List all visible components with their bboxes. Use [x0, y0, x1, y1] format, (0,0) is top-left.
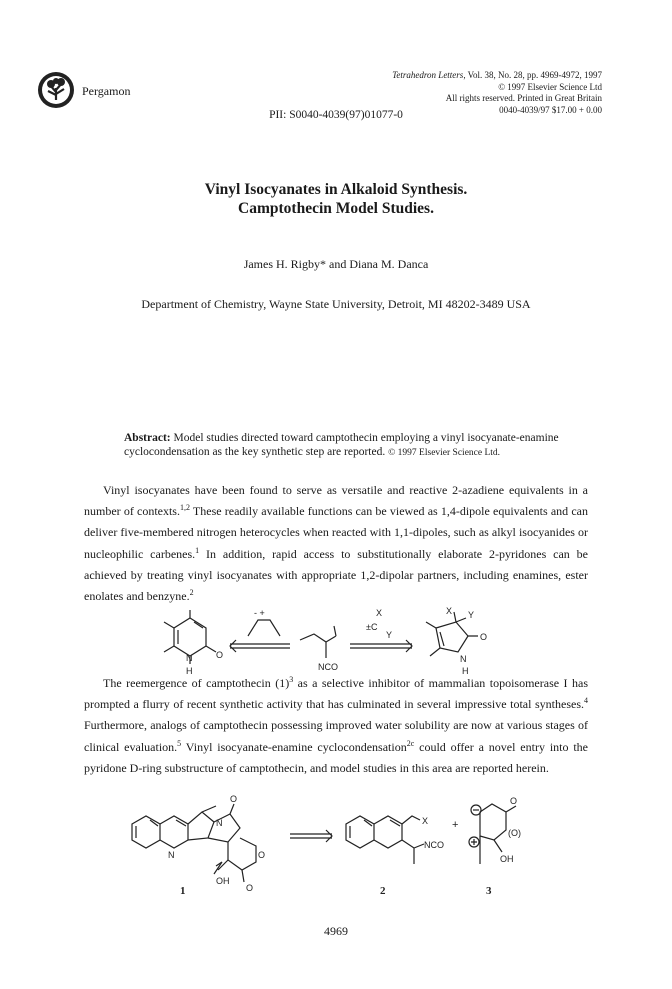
h-left-label: H — [186, 666, 193, 676]
price-line: 0040-4039/97 $17.00 + 0.00 — [499, 104, 602, 115]
oh2-label: OH — [500, 854, 514, 864]
compound-3-structure — [469, 796, 521, 864]
elsevier-tree-logo-icon — [36, 70, 76, 110]
abstract-label: Abstract: — [124, 432, 171, 444]
camptothecin-structure — [132, 794, 265, 893]
p2-text-a: The reemergence of camptothecin (1) — [103, 676, 290, 690]
p2-text-c: Furthermore, analogs of camptothecin possessing improved water solubility are now at various stages of clinical evaluation. — [84, 718, 588, 754]
publisher-name: Pergamon — [82, 84, 131, 98]
pii-line: PII: S0040-4039(97)01077-0 — [269, 109, 403, 121]
title-line-2: Camptothecin Model Studies. — [238, 200, 434, 217]
p1-ref-3: 2 — [189, 588, 194, 598]
compound-2-structure — [346, 816, 444, 864]
abstract — [124, 431, 564, 460]
retro-arrow-2 — [290, 830, 332, 842]
y-right-label: Y — [468, 610, 475, 620]
p2-ref-2: 4 — [584, 696, 588, 706]
p1-ref-2: 1 — [195, 545, 200, 555]
copyright-line: © 1997 Elsevier Science Ltd — [498, 81, 602, 92]
abstract-copyright: © 1997 Elsevier Science Ltd. — [388, 448, 501, 458]
paragraph-2 — [84, 673, 588, 779]
o5-label: (O) — [508, 828, 521, 838]
n-left-label: N — [186, 653, 193, 663]
scheme-1 — [150, 606, 530, 676]
o4-label: O — [510, 796, 518, 806]
pm-c-label: ±C — [366, 622, 378, 632]
x-label: X — [422, 816, 429, 826]
x-top-label: X — [376, 608, 383, 618]
o3-label: O — [246, 883, 254, 893]
compound-3-label: 3 — [486, 885, 492, 896]
p1-text-b: These readily available functions can be viewed as 1,4-dipole equivalents and can deliver five-membered nitrogen heterocycles when reacted with 1,1-dipoles, such as alkyl isocyanides or nucleophilic carbenes. — [84, 504, 588, 561]
x-right-label: X — [446, 606, 453, 616]
article-title — [0, 180, 672, 218]
pyridone-structure — [164, 610, 223, 676]
o2-label: O — [258, 850, 266, 860]
o-left-label: O — [216, 650, 224, 660]
p2-ref-3: 5 — [177, 738, 182, 748]
p2-text-b: as a selective inhibitor of mammalian topoisomerase I has prompted a flurry of recent synthetic activity that has culminated in several impressive total syntheses. — [84, 676, 588, 712]
o-right-label: O — [480, 632, 488, 642]
nco2-label: NCO — [424, 840, 444, 850]
charge-labels: - + — [254, 608, 265, 618]
p2-text-e: could offer a novel entry into the pyridone D-ring substructure of camptothecin, and model studies in this area are reported herein. — [84, 739, 589, 775]
compound-1-label: 1 — [180, 885, 186, 896]
y-mid-label: Y — [386, 630, 393, 640]
title-line-1: Vinyl Isocyanates in Alkaloid Synthesis. — [204, 181, 468, 198]
lactam-structure — [426, 606, 487, 676]
h-right-label: H — [462, 666, 469, 676]
vinyl-isocyanate-structure — [300, 626, 338, 672]
p1-text-c: In addition, rapid access to substitutionally elaborate 2-pyridones can be achieved by treating vinyl isocyanates with appropriate 1,2-dipolar partners, including enamines, ester enolates and benzyne. — [84, 546, 588, 604]
abstract-text: Model studies directed toward camptothecin employing a vinyl isocyanate-enamine cyclocondensation as the key synthetic step are reported. — [124, 432, 559, 458]
oh1-label: OH — [216, 876, 230, 886]
rights-line: All rights reserved. Printed in Great Britain — [445, 93, 602, 103]
nco-label: NCO — [318, 662, 338, 672]
p1-ref-1: 1,2 — [179, 503, 190, 513]
n-right-label: N — [460, 654, 467, 664]
o1-label: O — [230, 794, 238, 804]
retro-arrow-1 — [230, 640, 290, 652]
journal-name: Tetrahedron Letters — [392, 70, 464, 80]
page-number: 4969 — [324, 924, 348, 938]
p2-ref-1: 3 — [289, 675, 294, 684]
p1-text-a: Vinyl isocyanates have been found to serve as versatile and reactive 2-azadiene equivalents in a number of contexts. — [84, 483, 588, 519]
p2-text-d: Vinyl isocyanate-enamine cyclocondensation — [181, 739, 407, 754]
journal-volume: , Vol. 38, No. 28, pp. 4969-4972, 1997 — [463, 70, 602, 80]
p2-ref-4: 2c — [406, 738, 415, 748]
compound-2-label: 2 — [380, 885, 386, 896]
forward-arrow — [350, 640, 412, 652]
paragraph-1 — [84, 480, 588, 607]
plus-sign: + — [452, 819, 459, 831]
scheme-2 — [118, 790, 538, 896]
affiliation: Department of Chemistry, Wayne State University, Detroit, MI 48202-3489 USA — [141, 297, 531, 311]
n1-label: N — [168, 850, 175, 860]
n2-label: N — [216, 818, 223, 828]
authors: James H. Rigby* and Diana M. Danca — [243, 257, 429, 271]
